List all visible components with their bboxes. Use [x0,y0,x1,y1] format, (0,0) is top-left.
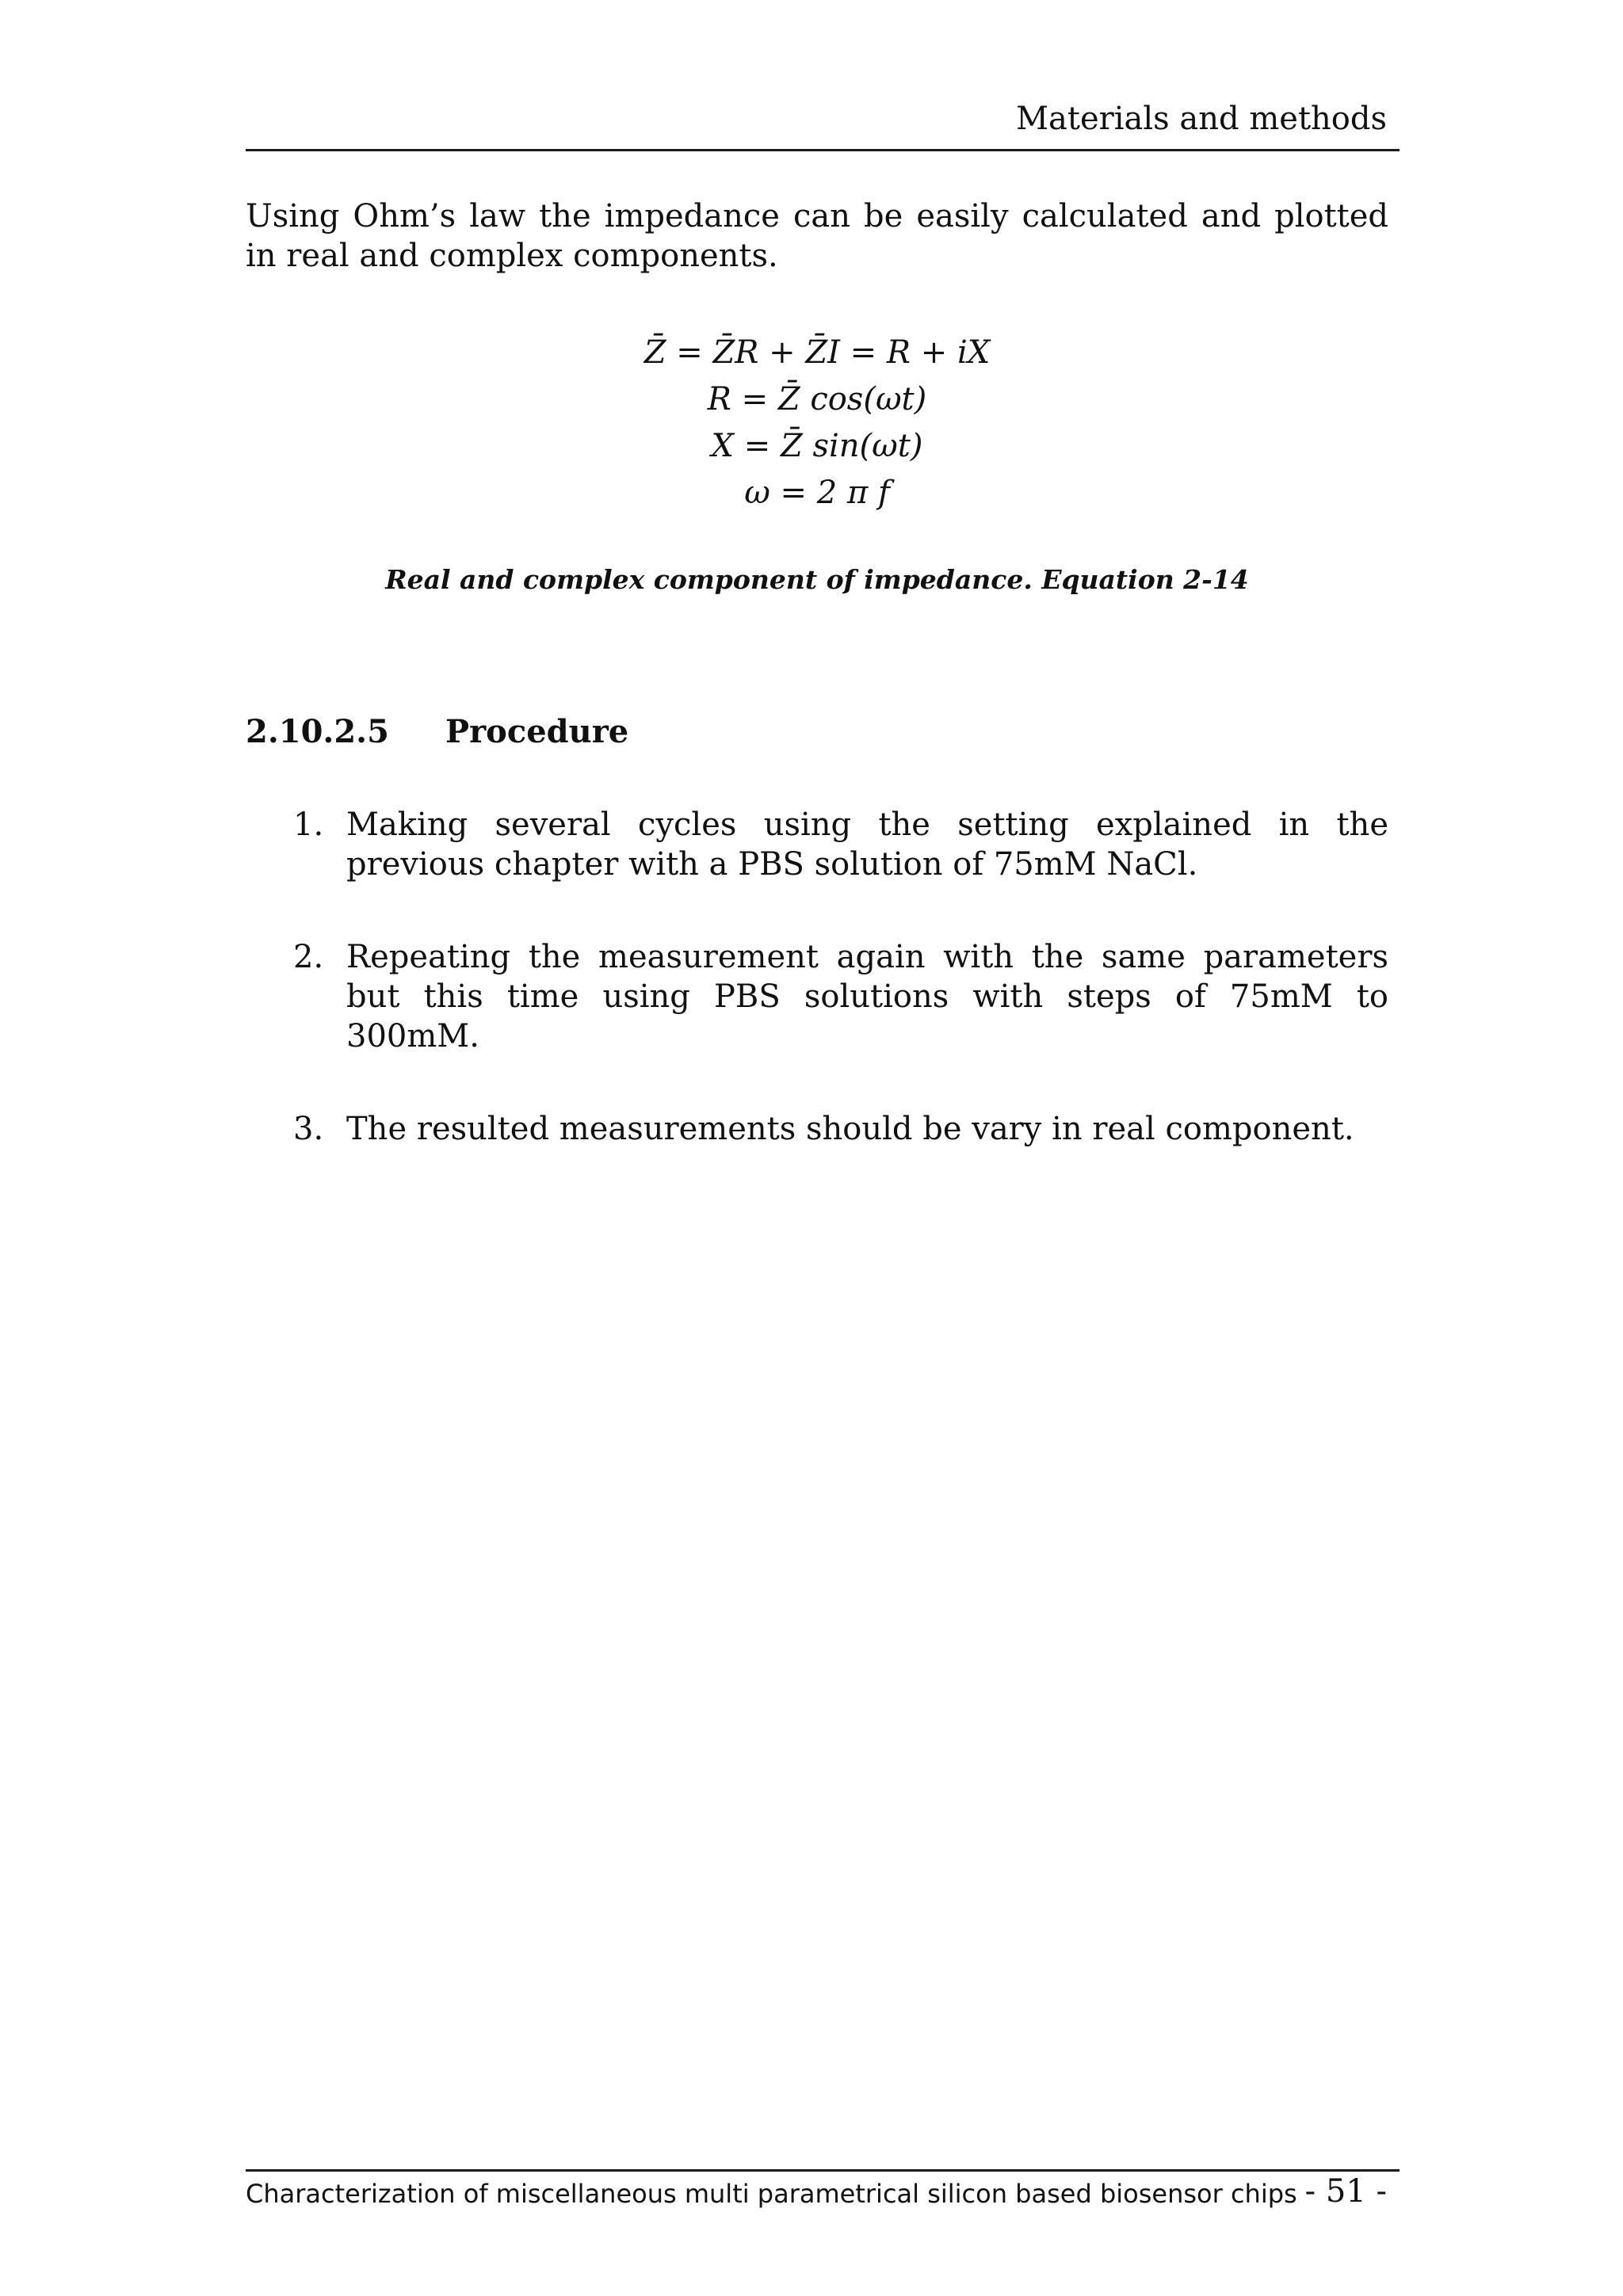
list-item-text: Repeating the measurement again with the same parameters but this time using PBS solutions with steps of 75mM to 300mM. [346,939,1388,1055]
page-footer [246,2169,1400,2219]
section-title: Procedure [445,713,629,750]
page-number: - 51 - [1304,2173,1387,2210]
list-item-text: Making several cycles using the setting explained in the previous chapter with a PBS solution of 75mM NaCl. [346,807,1388,883]
real-component-equation: R = Z̄ cos(ωt) [707,381,927,418]
page-header [246,93,1400,151]
intro-paragraph: Using Ohm’s law the impedance can be easily calculated and plotted in real and complex components. [246,198,1388,274]
procedure-list [293,805,1388,1202]
section-number: 2.10.2.5 [246,713,389,750]
equation-block [246,330,1388,517]
list-item-number: 1. [293,807,324,843]
equation-caption: Real and complex component of impedance. Equation 2-14 [385,564,1249,595]
list-item-number: 3. [293,1111,324,1147]
footer-document-title: Characterization of miscellaneous multi parametrical silicon based biosensor chips [246,2179,1297,2209]
list-item-number: 2. [293,939,324,975]
list-item [293,805,1388,884]
imaginary-component-equation: X = Z̄ sin(ωt) [711,428,923,464]
running-header-title: Materials and methods [1016,101,1387,137]
impedance-equation: Z̄ = Z̄R + Z̄I = R + iX [643,334,991,371]
angular-frequency-equation: ω = 2 π f [744,475,890,511]
list-item [293,937,1388,1056]
list-item [293,1109,1388,1149]
list-item-text: The resulted measurements should be vary in real component. [346,1111,1354,1147]
